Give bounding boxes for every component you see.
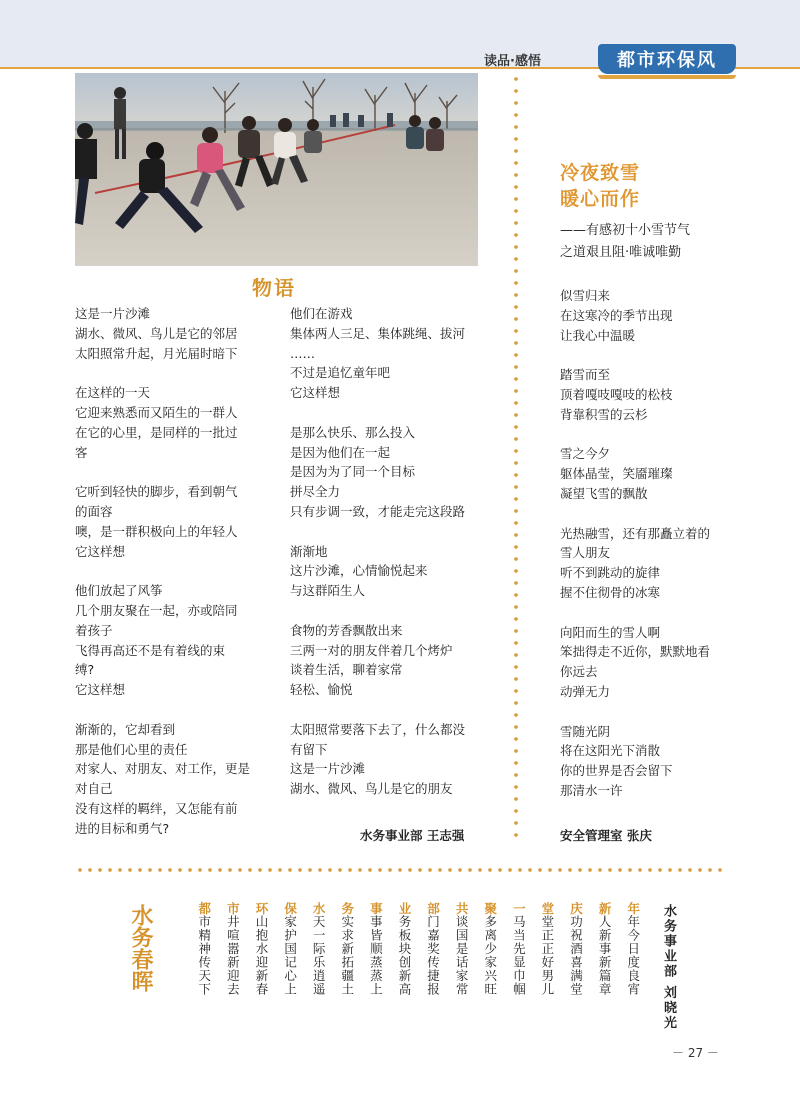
couplet-column bbox=[419, 902, 448, 1012]
poem-line: 对自己 bbox=[75, 781, 113, 797]
couplet-column bbox=[476, 902, 505, 1012]
couplet-text: 谈国是话家常 bbox=[454, 914, 470, 996]
couplet-head-char: 环 bbox=[253, 902, 269, 915]
poem-line: 向阳而生的雪人啊 bbox=[560, 624, 661, 640]
right-poem-title bbox=[560, 160, 640, 212]
couplet-column bbox=[619, 902, 648, 1012]
right-poem-title-line-2: 暖心而作 bbox=[560, 188, 641, 210]
couplet-column bbox=[447, 902, 476, 1012]
poem-line: 三两一对的朋友伴着几个烤炉 bbox=[290, 642, 453, 658]
poem-line: 渐渐的，它却看到 bbox=[75, 721, 176, 737]
tug-of-war-photo bbox=[75, 73, 478, 266]
poem-line: 似雪归来 bbox=[560, 288, 611, 303]
couplet-text: 门嘉奖传捷报 bbox=[425, 914, 441, 996]
poem-line: 在这寒冷的季节出现 bbox=[560, 307, 673, 323]
couplet-head-char: 新 bbox=[597, 902, 613, 915]
poem-line: 躯体晶莹，笑靥璀璨 bbox=[560, 466, 673, 482]
poem-line: 客 bbox=[75, 444, 88, 460]
stanza bbox=[290, 542, 480, 601]
horizontal-dotted-divider bbox=[75, 866, 725, 874]
poem-line: 是那么快乐、那么投入 bbox=[290, 424, 416, 440]
poem-line: 听不到跳动的旋律 bbox=[560, 565, 661, 581]
poem-line: 握不住彻骨的冰寒 bbox=[560, 584, 661, 600]
couplet-section-title: 水务春晖 bbox=[128, 904, 154, 992]
poem-line: 它这样想 bbox=[290, 385, 341, 401]
poem-line: 你远去 bbox=[560, 664, 598, 680]
stanza bbox=[560, 365, 740, 424]
poem-line: 踏雪而至 bbox=[560, 367, 611, 383]
couplet-head-char: 共 bbox=[454, 902, 470, 915]
couplet-text: 事皆顺蒸蒸上 bbox=[368, 914, 384, 996]
poem-line: 是因为他们在一起 bbox=[290, 444, 391, 460]
poem-line: 太阳照常升起，月光届时暗下 bbox=[75, 345, 238, 361]
section-label: 读品·感悟 bbox=[484, 54, 541, 69]
couplet-text: 井喧嚣新迎去 bbox=[225, 914, 241, 996]
poem-line: 将在这阳光下消散 bbox=[560, 743, 661, 759]
right-poem-author: 安全管理室 张庆 bbox=[560, 828, 652, 843]
couplet-head-char: 水 bbox=[311, 902, 327, 915]
couplet-columns bbox=[190, 902, 648, 1012]
couplet-head-char: 事 bbox=[368, 902, 384, 915]
poem-line: 这是一片沙滩 bbox=[290, 761, 366, 777]
couplet-head-char: 堂 bbox=[539, 902, 555, 915]
poem-line: 动弹无力 bbox=[560, 683, 611, 699]
poem-line: 飞得再高还不是有着线的束 bbox=[75, 642, 226, 658]
couplet-column bbox=[362, 902, 391, 1012]
poem-line: 是因为为了同一个目标 bbox=[290, 464, 416, 480]
couplet-head-char: 年 bbox=[625, 902, 641, 915]
right-poem-subtitle-line-2: 之道艰且阻·唯诚唯勤 bbox=[560, 245, 682, 260]
poem-line: 只有步调一致，才能走完这段路 bbox=[290, 503, 466, 519]
couplet-column bbox=[333, 902, 362, 1012]
right-poem-subtitle-line-1: ——有感初十小雪节气 bbox=[560, 223, 691, 238]
poem-line: 雪人朋友 bbox=[560, 545, 611, 561]
poem-line: 湖水、微风、鸟儿是它的朋友 bbox=[290, 781, 453, 797]
couplet-head-char: 部 bbox=[425, 902, 441, 915]
poem-line: 这是一片沙滩 bbox=[75, 306, 151, 321]
poem-line: 雪随光阴 bbox=[560, 723, 611, 739]
poem-line: 的面容 bbox=[75, 503, 113, 519]
stanza bbox=[290, 720, 480, 799]
couplet-text: 堂正正好男儿 bbox=[539, 914, 555, 996]
couplet-column bbox=[562, 902, 591, 1012]
couplet-author: 水务事业部 刘晓光 bbox=[661, 904, 676, 1031]
couplet-head-char: 务 bbox=[339, 902, 355, 915]
poem-line: 那清水一许 bbox=[560, 782, 623, 798]
stanza bbox=[560, 524, 740, 603]
poem-line: 你的世界是否会留下 bbox=[560, 763, 673, 779]
poem-line: 集体两人三足、集体跳绳、拔河 bbox=[290, 325, 466, 341]
poem-line: 它这样想 bbox=[75, 682, 126, 698]
stanza bbox=[290, 423, 480, 522]
stanza bbox=[560, 286, 740, 345]
poem-line: 着孩子 bbox=[75, 622, 113, 638]
couplet-text: 实求新拓疆土 bbox=[339, 914, 355, 996]
page-number: － 27 － bbox=[672, 1046, 719, 1060]
couplet-head-char: 都 bbox=[196, 902, 212, 915]
poem-line: 太阳照常要落下去了，什么都没 bbox=[290, 721, 466, 737]
poem-line: 顶着嘎吱嘎吱的松枝 bbox=[560, 386, 673, 402]
left-poem-title: 物语 bbox=[252, 276, 296, 300]
couplet-head-char: 保 bbox=[282, 902, 298, 915]
poem-line: 它这样想 bbox=[75, 543, 126, 559]
poem-line: 噢，是一群积极向上的年轻人 bbox=[75, 523, 238, 539]
right-poem-title-line-1: 冷夜致雪 bbox=[560, 162, 641, 184]
poem-line: 没有这样的羁绊，又怎能有前 bbox=[75, 800, 238, 816]
poem-line: 他们放起了风筝 bbox=[75, 583, 163, 599]
couplet-text: 务板块创新高 bbox=[396, 914, 412, 996]
couplet-text: 家护国记心上 bbox=[282, 914, 298, 996]
poem-line: 雪之今夕 bbox=[560, 446, 611, 462]
couplet-text: 天一际乐逍遥 bbox=[311, 914, 327, 996]
poem-line: 进的目标和勇气? bbox=[75, 820, 170, 836]
couplet-text: 多离少家兴旺 bbox=[482, 914, 498, 996]
stanza bbox=[560, 623, 740, 702]
left-poem-author: 水务事业部 王志强 bbox=[360, 828, 465, 843]
couplet-column bbox=[304, 902, 333, 1012]
poem-line: 渐渐地 bbox=[290, 543, 328, 559]
poem-line: 在这样的一天 bbox=[75, 385, 151, 401]
right-poem-body bbox=[560, 286, 740, 821]
couplet-text: 市精神传天下 bbox=[196, 914, 212, 996]
couplet-head-char: 聚 bbox=[482, 902, 498, 915]
poem-line: 谈着生活，聊着家常 bbox=[290, 662, 403, 678]
couplet-column bbox=[590, 902, 619, 1012]
stanza bbox=[75, 482, 267, 561]
poem-line: 笨拙得走不近你，默默地看 bbox=[560, 644, 711, 660]
poem-line: 几个朋友聚在一起，亦或陪同 bbox=[75, 602, 238, 618]
couplet-text: 山抱水迎新春 bbox=[253, 914, 269, 996]
left-poem-column-1 bbox=[75, 304, 267, 858]
couplet-column bbox=[219, 902, 248, 1012]
poem-line: 对家人、对朋友、对工作，更是 bbox=[75, 761, 251, 777]
couplet-head-char: 一 bbox=[511, 902, 527, 915]
stanza bbox=[290, 621, 480, 700]
couplet-text: 年今日度良宵 bbox=[625, 914, 641, 996]
poem-line: 让我心中温暖 bbox=[560, 327, 636, 343]
couplet-head-char: 庆 bbox=[568, 902, 584, 915]
poem-line: 有留下 bbox=[290, 741, 328, 757]
couplet-column bbox=[247, 902, 276, 1012]
poem-line: 拼尽全力 bbox=[290, 484, 341, 500]
couplet-column bbox=[276, 902, 305, 1012]
magazine-logo: 都市环保风 bbox=[598, 44, 736, 74]
poem-line: 这片沙滩，心情愉悦起来 bbox=[290, 563, 428, 579]
stanza bbox=[290, 304, 480, 403]
poem-line: 湖水、微风、鸟儿是它的邻居 bbox=[75, 325, 238, 341]
couplet-column bbox=[190, 902, 219, 1012]
vertical-dotted-divider bbox=[512, 73, 520, 843]
stanza bbox=[75, 304, 267, 363]
poem-line: 缚? bbox=[75, 662, 95, 678]
couplet-text: 马当先显巾帼 bbox=[511, 914, 527, 996]
poem-line: 那是他们心里的责任 bbox=[75, 741, 188, 757]
stanza bbox=[560, 444, 740, 503]
poem-line: 它听到轻快的脚步，看到朝气 bbox=[75, 484, 238, 500]
couplet-column bbox=[505, 902, 534, 1012]
poem-line: …… bbox=[290, 345, 315, 361]
poem-line: 凝望飞雪的飘散 bbox=[560, 485, 648, 501]
couplet-column bbox=[533, 902, 562, 1012]
stanza bbox=[75, 383, 267, 462]
couplet-head-char: 市 bbox=[225, 902, 241, 915]
right-poem-subtitle bbox=[560, 220, 690, 264]
stanza bbox=[75, 720, 267, 839]
poem-line: 在它的心里，是同样的一批过 bbox=[75, 424, 238, 440]
stanza bbox=[560, 722, 740, 801]
left-poem-column-2 bbox=[290, 304, 480, 819]
poem-line: 轻松、愉悦 bbox=[290, 682, 353, 698]
poem-line: 背靠积雪的云杉 bbox=[560, 406, 648, 422]
stanza bbox=[75, 581, 267, 700]
couplet-text: 功祝酒喜满堂 bbox=[568, 914, 584, 996]
poem-line: 他们在游戏 bbox=[290, 306, 353, 321]
couplet-column bbox=[390, 902, 419, 1012]
couplet-head-char: 业 bbox=[396, 902, 412, 915]
poem-line: 光热融雪，还有那矗立着的 bbox=[560, 525, 711, 541]
poem-line: 食物的芳香飘散出来 bbox=[290, 622, 403, 638]
poem-line: 不过是追忆童年吧 bbox=[290, 365, 391, 381]
poem-line: 它迎来熟悉而又陌生的一群人 bbox=[75, 404, 238, 420]
poem-line: 与这群陌生人 bbox=[290, 583, 366, 599]
couplet-text: 人新事新篇章 bbox=[597, 914, 613, 996]
